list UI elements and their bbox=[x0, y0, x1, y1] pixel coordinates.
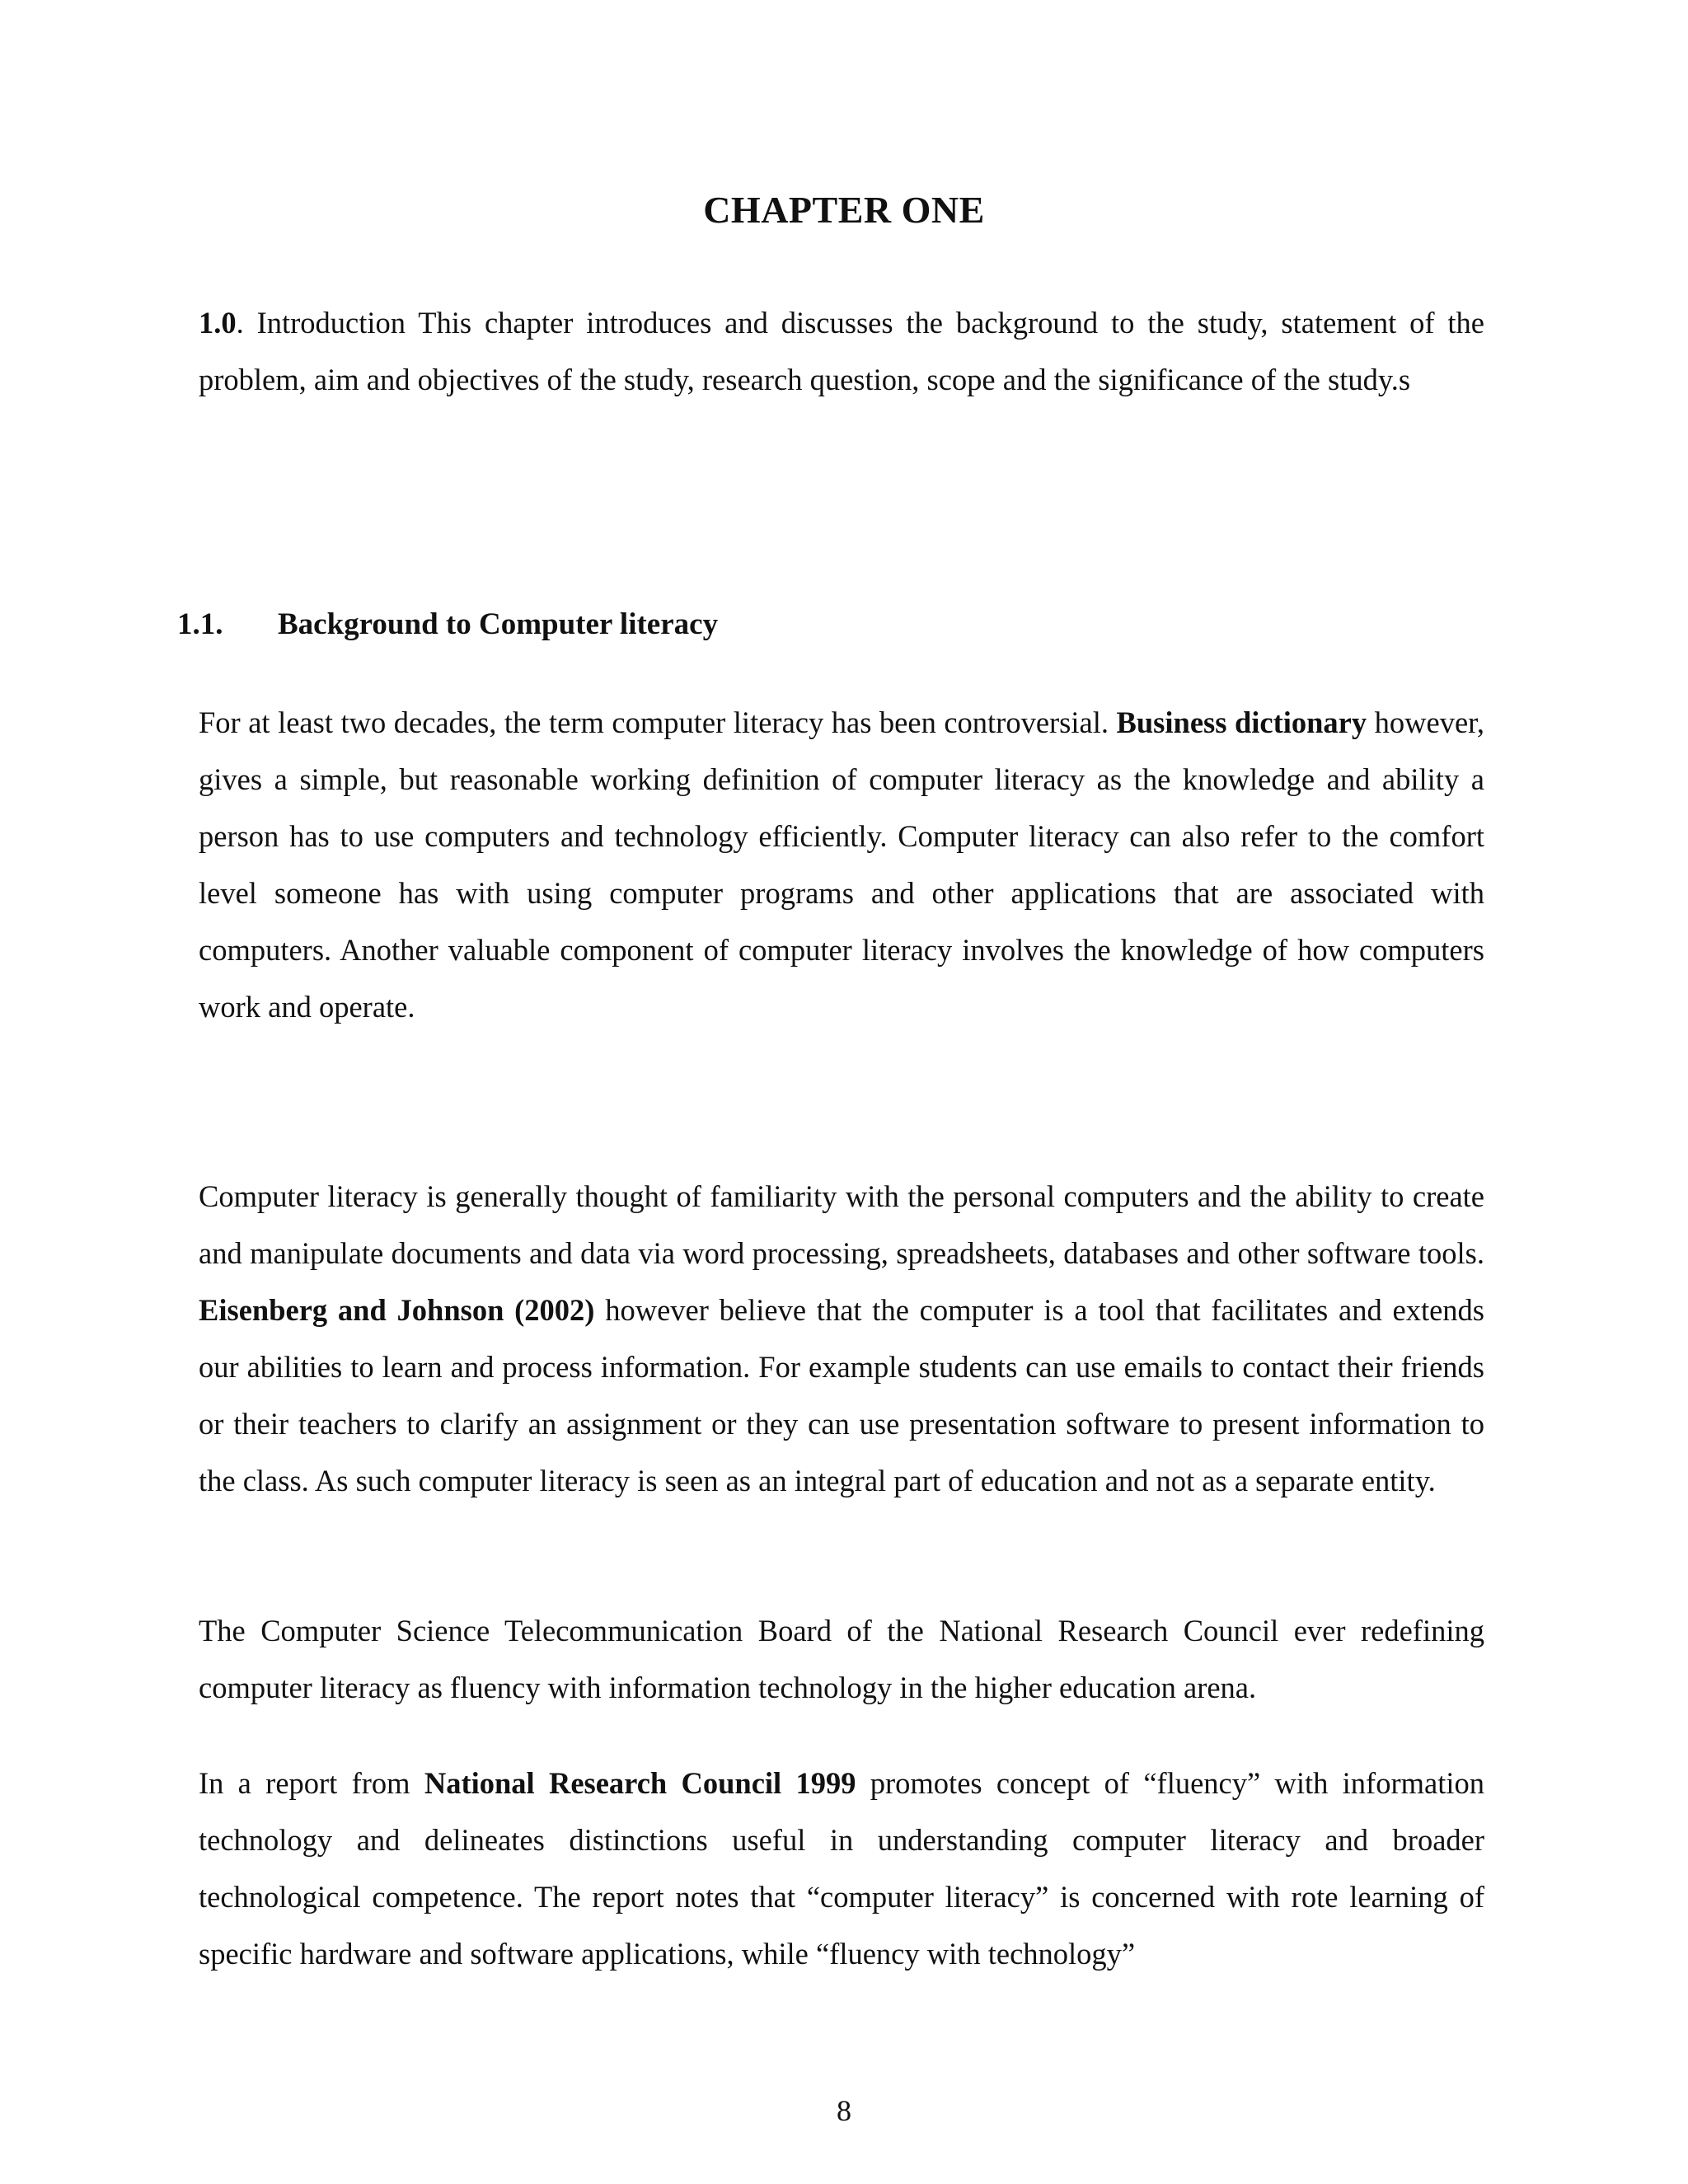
section-number: 1.1. bbox=[177, 607, 223, 641]
chapter-title: CHAPTER ONE bbox=[703, 189, 985, 231]
paragraph-cstb bbox=[199, 1602, 1484, 1716]
page-number: 8 bbox=[837, 2094, 851, 2127]
section-heading bbox=[177, 600, 718, 649]
citation-bold: National Research Council 1999 bbox=[424, 1766, 856, 1800]
paragraph-text: Computer literacy is generally thought of familiarity with the personal computers and the ability to create and manipulate documents and data via word processing, spreadsheets, databases and other software tools. bbox=[199, 1179, 1484, 1270]
paragraph-nrc-report bbox=[199, 1755, 1484, 1982]
intro-number: 1.0 bbox=[199, 306, 237, 340]
paragraph-text: The Computer Science Telecommunication Board of the National Research Council ever redefining computer literacy as fluency with information technology in the higher education arena. bbox=[199, 1614, 1484, 1704]
paragraph-text: promotes concept of “fluency” with information technology and delineates distinctions useful in understanding computer literacy and broader technological competence. The report notes that “computer literacy” is concerned with rote learning of specific hardware and software applications, while “fluency with technology” bbox=[199, 1766, 1484, 1971]
paragraph-text: however, gives a simple, but reasonable working definition of computer literacy as the knowledge and ability a person has to use computers and technology efficiently. Computer literacy can also refer to the comfort level someone has with using computer programs and other applications that are associated with computers. Another valuable component of computer literacy involves the knowledge of how computers work and operate. bbox=[199, 705, 1484, 1024]
citation-bold: Eisenberg and Johnson (2002) bbox=[199, 1293, 595, 1327]
paragraph-business-dictionary bbox=[199, 694, 1484, 1035]
paragraph-text: however believe that the computer is a tool that facilitates and extends our abilities to learn and process information. For example students can use emails to contact their friends or their teachers to clarify an assignment or they can use presentation software to present information to the class. As such computer literacy is seen as an integral part of education and not as a separate entity. bbox=[199, 1293, 1484, 1497]
paragraph-text: For at least two decades, the term computer literacy has been controversial. bbox=[199, 705, 1117, 739]
paragraph-text: In a report from bbox=[199, 1766, 424, 1800]
paragraph-eisenberg-johnson bbox=[199, 1168, 1484, 1509]
intro-paragraph bbox=[199, 294, 1484, 408]
citation-bold: Business dictionary bbox=[1116, 705, 1367, 739]
intro-text: . Introduction This chapter introduces and discusses the background to the study, statement of the problem, aim and objectives of the study, research question, scope and the significance of the study.s bbox=[199, 306, 1484, 396]
section-title: Background to Computer literacy bbox=[278, 607, 719, 641]
